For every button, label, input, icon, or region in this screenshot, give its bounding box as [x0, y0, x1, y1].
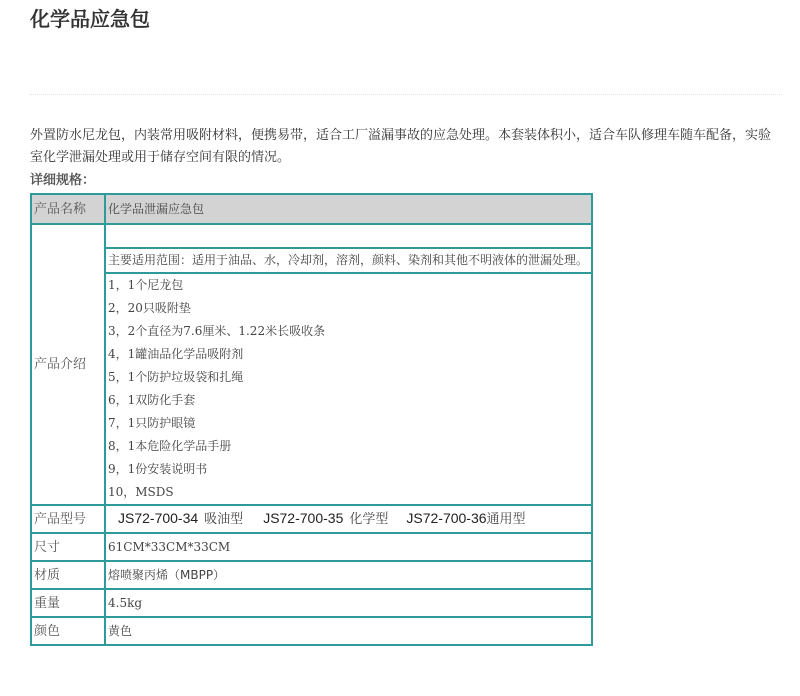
page-title: 化学品应急包 [30, 7, 150, 31]
color-value: 黄色 [105, 617, 592, 645]
model-code: JS72-700-34 [118, 510, 199, 526]
divider [30, 94, 782, 95]
name-label: 产品名称 [31, 194, 105, 224]
table-row [31, 505, 592, 533]
list-item: 8，1本危险化学品手册 [108, 439, 232, 453]
intro-label: 产品介绍 [31, 224, 105, 505]
spec-heading: 详细规格： [30, 173, 96, 188]
table-row [31, 589, 592, 617]
list-item: 5，1个防护垃圾袋和扎绳 [108, 370, 244, 384]
size-value: 61CM*33CM*33CM [105, 533, 592, 561]
material-value: 熔喷聚丙烯（MBPP） [105, 561, 592, 589]
table-row [31, 248, 592, 273]
table-row [31, 224, 592, 248]
product-intro: 外置防水尼龙包，内装常用吸附材料，便携易带，适合工厂溢漏事故的应急处理。本套装体积小，适合车队修理车随车配备，实验室化学泄漏处理或用于储存空间有限的情况。 [30, 128, 772, 165]
model-type: 通用型 [486, 512, 526, 527]
list-item: 4，1罐油品化学品吸附剂 [108, 347, 244, 361]
spec-table [30, 193, 593, 646]
model-label: 产品型号 [31, 505, 105, 533]
list-item: 7，1只防护眼镜 [108, 416, 196, 430]
table-row [31, 194, 592, 224]
table-row [31, 617, 592, 645]
items-cell [105, 273, 592, 505]
table-row [31, 561, 592, 589]
list-item: 10，MSDS [108, 485, 174, 499]
model-code: JS72-700-35 [263, 510, 344, 526]
weight-value: 4.5kg [105, 589, 592, 617]
table-row [31, 533, 592, 561]
list-item: 9，1份安装说明书 [108, 462, 208, 476]
table-row [31, 273, 592, 505]
model-code: JS72-700-36 [406, 510, 487, 526]
size-label: 尺寸 [31, 533, 105, 561]
color-label: 颜色 [31, 617, 105, 645]
name-value: 化学品泄漏应急包 [105, 194, 592, 224]
blank-cell [105, 224, 592, 248]
usage-cell: 主要适用范围：适用于油品、水，冷却剂，溶剂，颜料、染剂和其他不明液体的泄漏处理。 [105, 248, 592, 273]
list-item: 2，20只吸附垫 [108, 301, 191, 315]
weight-label: 重量 [31, 589, 105, 617]
list-item: 6，1双防化手套 [108, 393, 196, 407]
model-type: 化学型 [349, 512, 389, 527]
model-type: 吸油型 [204, 512, 244, 527]
model-cell [105, 505, 592, 533]
list-item: 1，1个尼龙包 [108, 278, 184, 292]
material-label: 材质 [31, 561, 105, 589]
list-item: 3，2个直径为7.6厘米、1.22米长吸收条 [108, 324, 326, 338]
